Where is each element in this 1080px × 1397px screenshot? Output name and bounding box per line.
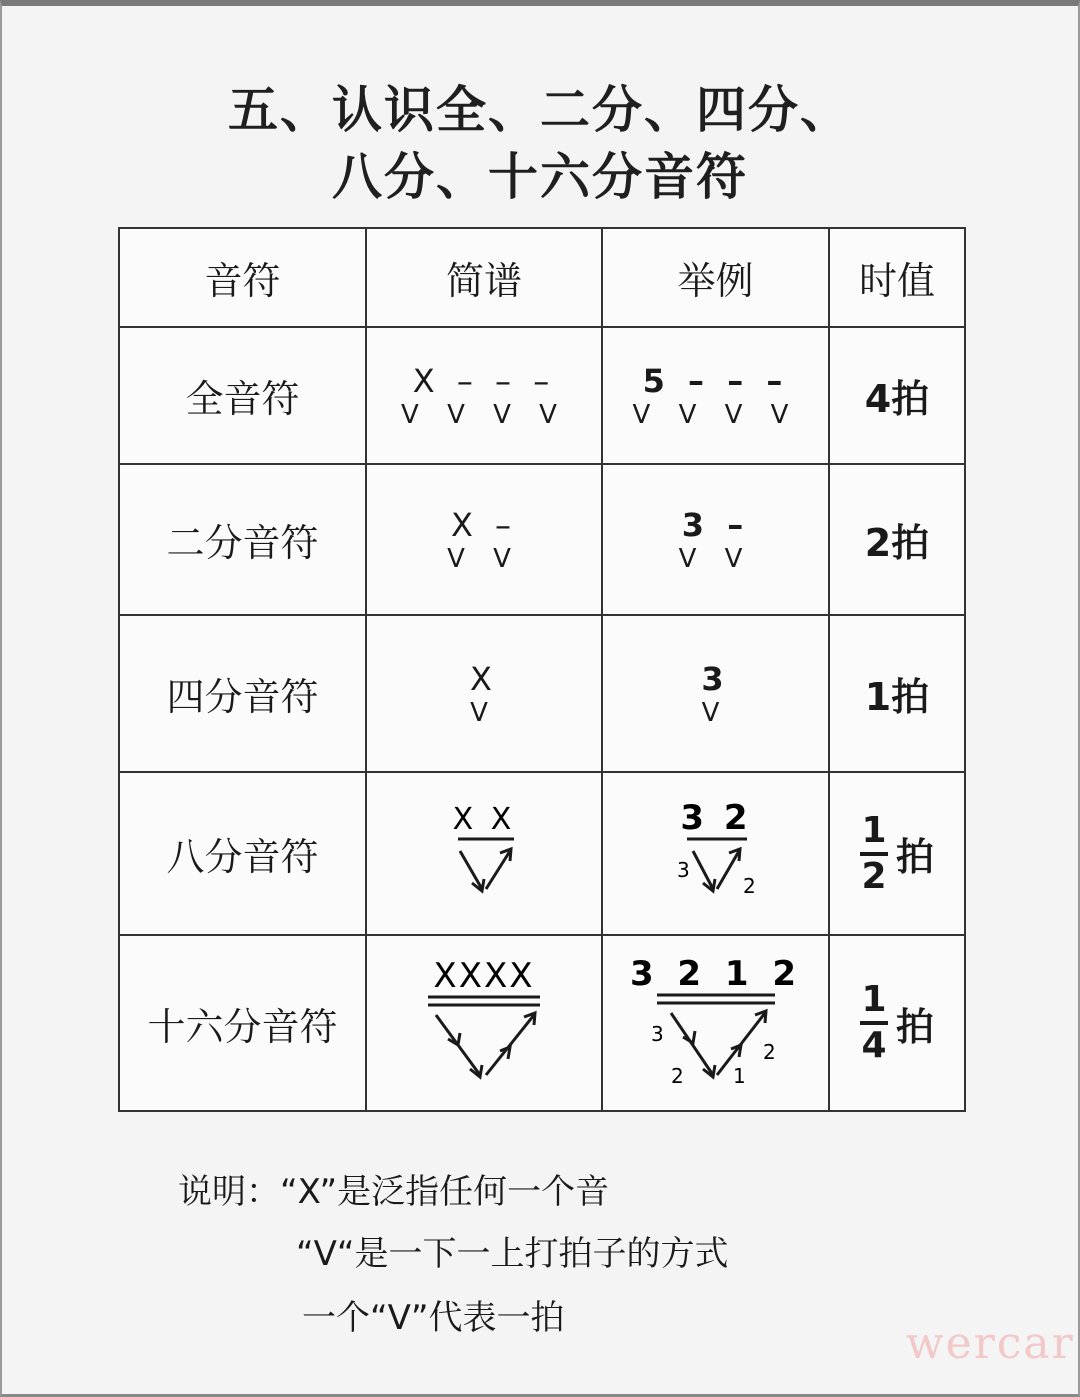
notation-cell <box>366 464 602 615</box>
note-name: 二分音符 <box>119 464 366 615</box>
beat-unit: 拍 <box>895 835 934 879</box>
example-top: 3 2 <box>679 797 752 838</box>
table-row <box>119 464 965 615</box>
note-line-3: 一个“V”代表一拍 <box>302 1298 565 1338</box>
note-line-2: “V“是一下一上打拍子的方式 <box>296 1234 729 1274</box>
fraction-denominator: 2 <box>861 855 887 897</box>
beat-fraction <box>860 981 934 1065</box>
example-cell <box>602 464 829 615</box>
stroke-label: 1 <box>732 1064 746 1088</box>
sixteenth-example-figure <box>629 951 802 1091</box>
example-cell <box>602 935 829 1111</box>
beat-cell <box>829 935 965 1111</box>
example-top: 3 2 1 2 <box>629 954 802 994</box>
beat-cell <box>829 772 965 935</box>
table-row <box>119 772 965 935</box>
notation-top: X X <box>452 801 516 837</box>
notation-top: X – <box>450 505 518 544</box>
beat-unit: 拍 <box>895 1004 934 1049</box>
header-note: 音符 <box>119 228 366 327</box>
note-values-table <box>118 227 966 1112</box>
stroke-label: 2 <box>670 1064 684 1088</box>
notation-cell <box>366 327 602 464</box>
beat-value: 4拍 <box>829 327 965 464</box>
fraction-numerator: 1 <box>861 979 887 1020</box>
example-cell <box>602 772 829 935</box>
stroke-label: 3 <box>676 857 690 882</box>
notation-top: X <box>470 659 498 698</box>
fraction-denominator: 4 <box>861 1025 887 1066</box>
stroke-label: 2 <box>742 873 756 898</box>
example-bottom: V <box>701 697 730 728</box>
notation-bottom: V V V V <box>401 399 567 430</box>
beat-value: 1拍 <box>829 615 965 772</box>
page-title-line2: 八分、十六分音符 <box>332 148 748 206</box>
example-cell <box>602 615 829 772</box>
note-name: 四分音符 <box>119 615 366 772</box>
header-duration: 时值 <box>829 228 965 327</box>
up-stroke <box>717 851 739 889</box>
up-stroke <box>486 1015 534 1075</box>
beat-fraction <box>860 809 934 897</box>
table-row <box>119 327 965 464</box>
eighth-example-figure <box>651 797 781 907</box>
notation-top: X – – – <box>412 361 556 400</box>
beat-value: 2拍 <box>829 464 965 615</box>
example-top: 5 – – – <box>642 361 789 400</box>
fraction-numerator: 1 <box>861 809 887 851</box>
stroke-label: 2 <box>762 1040 776 1064</box>
notation-cell <box>366 615 602 772</box>
notation-bottom: V <box>470 697 498 728</box>
example-bottom: V V V V <box>632 399 799 430</box>
up-stroke <box>486 851 510 889</box>
note-name: 八分音符 <box>119 772 366 935</box>
down-stroke <box>460 851 482 889</box>
notation-bottom: V V <box>447 543 521 574</box>
example-top: 3 <box>701 659 730 698</box>
sixteenth-notation-figure <box>414 951 554 1091</box>
example-top: 3 – <box>681 505 750 544</box>
page-title-line1: 五、认识全、二分、四分、 <box>228 81 852 139</box>
eighth-notation-figure <box>424 797 544 907</box>
note-name: 十六分音符 <box>119 935 366 1111</box>
note-line-1: 说明：“X”是泛指任何一个音 <box>178 1172 610 1212</box>
example-cell <box>602 327 829 464</box>
header-notation: 简谱 <box>366 228 602 327</box>
note-name: 全音符 <box>119 327 366 464</box>
notation-top: XXXX <box>433 956 535 996</box>
watermark: wercar <box>906 1318 1075 1369</box>
stroke-label: 3 <box>650 1022 664 1046</box>
fraction-bar <box>860 852 888 856</box>
table-header-row <box>119 228 965 327</box>
example-bottom: V V <box>678 543 753 574</box>
table-row <box>119 615 965 772</box>
notation-cell <box>366 772 602 935</box>
header-example: 举例 <box>602 228 829 327</box>
notation-cell <box>366 935 602 1111</box>
table-row <box>119 935 965 1111</box>
